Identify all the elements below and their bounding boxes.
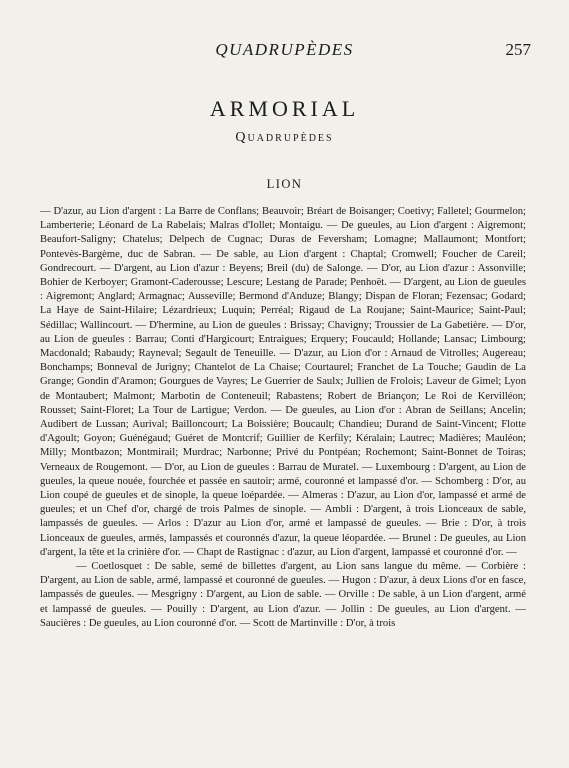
chapter-title: ARMORIAL: [209, 96, 360, 121]
running-header: [0, 40, 569, 64]
paragraph-2: — Coetlosquet : De sable, semé de billettes d'argent, au Lion sans langue du même. — Corbière : D'argent, au Lion de sable, armé, lampassé et couronné de gueules. — Hugon : D'azur, à deux Lions d'or en fasce, lampassés de gueules. — Mesgrigny : D'argent, au Lion de sable. — Orville : De sable, à un Lion d'argent, armé et lampassé de gueules. — Pouilly : D'argent, au Lion d'azur. — Jollin : De gueules, au Lion d'argent. — Saucières : De gueules, au Lion couronné d'or. — Scott de Martinville : D'or, à trois: [40, 561, 526, 629]
section-title: Quadrupèdes: [235, 130, 334, 145]
running-title: QUADRUPÈDES: [215, 40, 354, 59]
paragraph-1: — D'azur, au Lion d'argent : La Barre de Conflans; Beauvoir; Bréart de Boisanger; Coetivy; Falletel; Gourmelon; Lamberterie; Léonard de La Rabelais; Malras d'Iollet; Montaigu. — De gueules, au Lion d'argent : Aigremont; Beaufort-Saligny; Chatelus; Delpech de Cugnac; Duras de Feversham; Lomagne; Mallaumont; Montfort; Pontevès-Bargème, duc de Sabran. — De sable, au Lion d'argent : Chaptal; Cromwell; Foucher de Careil; Gondrecourt. — D'argent, au Lion d'azur : Beyens; Breil (du) de Salonge. — D'or, au Lion d'azur : Assonville; Bohier de Kerboyer; Gramont-Caderousse; Lescure; Lestang de Parade; Penhoët. — D'argent, au Lion de gueules : Aigremont; Anglard; Armagnac; Ausseville; Bermond d'Anduze; Blangy; Dispan de Floran; Fezensac; Godard; La Haye de Saint-Hilaire; Lézardrieux; Luquin; Perréal; Rigaud de La Roujane; Saint-Maurice; Saint-Paul; Sédillac; Wallincourt. — D'hermine, au Lion de gueules : Brissay; Chavigny; Troussier de La Gabetière. — D'or, au Lion de gueules : Barrau; Conti d'Hargicourt; Entraigues; Erquery; Foucauld; Hollande; Lansac; Limbourg; Macdonald; Rabaudy; Rayneval; Segault de Teneuille. — D'azur, au Lion d'or : Arnaud de Vitrolles; Augereau; Bonchamps; Bonneval de Jurigny; Chantelot de La Chaise; Courtaurel; Franchet de La Touche; Gaudin de La Grange; Gondin d'Aramon; Gourgues de Vayres; Le Guerrier de Saulx; Jullien de Frolois; Laveur de Gimel; Lyon de Montaubert; Malmont; Marbotin de Conteneuil; Rabastens; Robert de Briançon; Le Roi de Kervilléon; Rousset; Saint-Floret; La Tour de Lartigue; Verdon. — De gueules, au Lion d'or : Abran de Seillans; Ancelin; Audibert de Lussan; Aurival; Bailloncourt; La Boissière; Boucault; Chandieu; Durand de Saint-Vincent; Flotte d'Agoult; Goyon; Guénégaud; Guéret de Montcrif; Guillier de Kerfily; Kéralain; Lautrec; Madières; Mauléon; Milly; Montbazon; Montmirail; Murdrac; Narbonne; Privé du Pontpéan; Rochemont; Saint-Bonnet de Toiras; Verneaux de Rougemont. — D'or, au Lion de gueules : Barrau de Muratel. — Luxembourg : D'argent, au Lion de gueules, la queue nouée, fourchée et passée en sautoir; armé, couronné et lampassé d'or. — Schomberg : D'or, au Lion coupé de gueules et de sinople, la queue loépardée. — Almeras : D'azur, au Lion d'or, lampassé et armé de gueules; et un Chef d'or, chargé de trois Palmes de sinople. — Ambli : D'argent, à trois Lionceaux de sable, lampassés de gueules. — Arlos : D'azur au Lion d'or, armé et lampassé de gueules. — Brie : D'or, à trois Lionceaux de gueules, armés, lampassés et couronnés d'azur, la queue léopardée. — Brunel : De gueules, au Lion d'argent, la tête et la crinière d'or. — Chapt de Rastignac : d'azur, au Lion d'argent, lampassé et couronné d'or. —: [40, 206, 526, 558]
subsection-title: LION: [266, 177, 303, 191]
page-number: 257: [505, 40, 531, 59]
body-text: [40, 205, 526, 631]
